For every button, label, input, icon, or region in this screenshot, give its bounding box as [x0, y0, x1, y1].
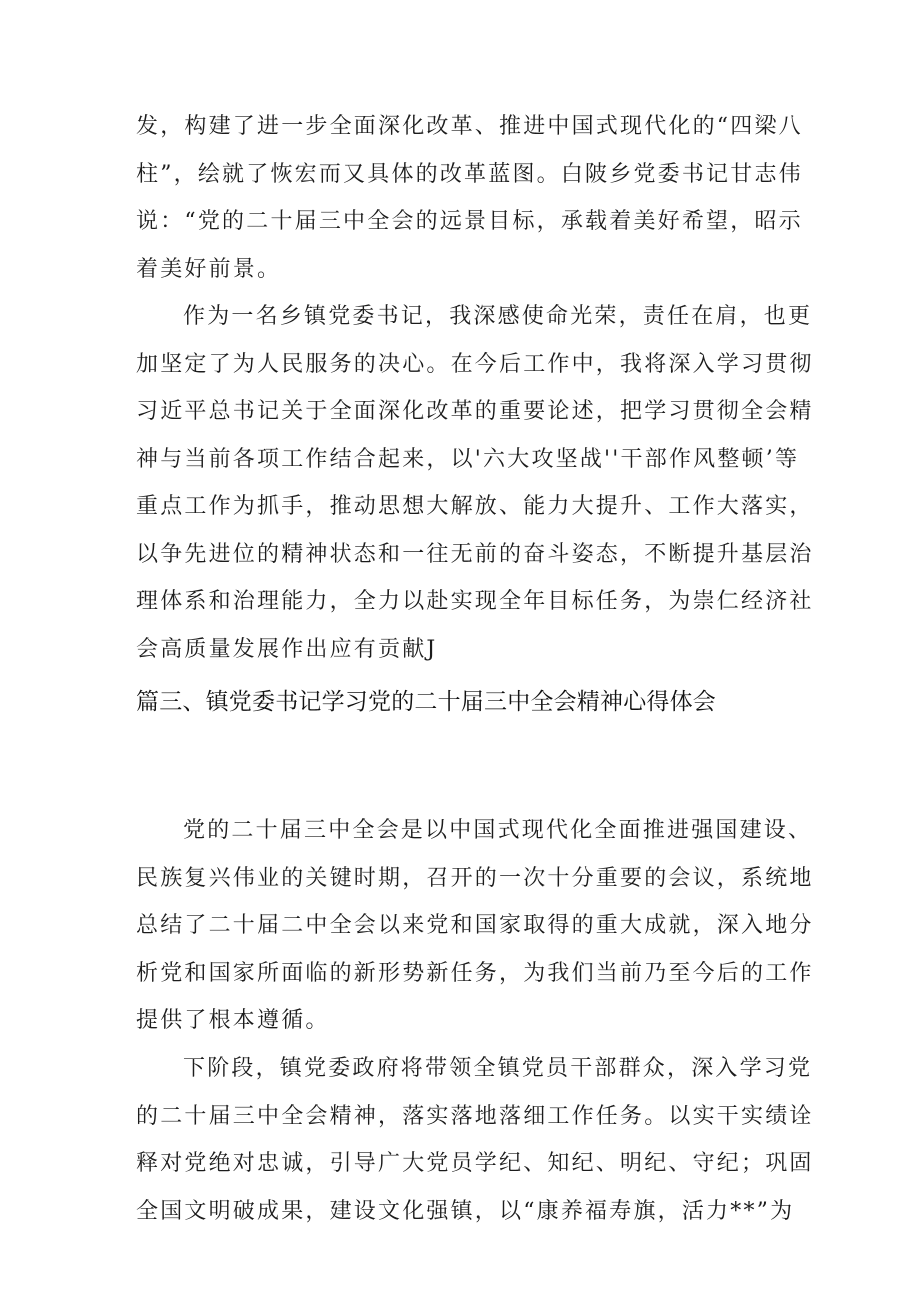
text-line: 释对党绝对忠诚，引导广大党员学纪、知纪、明纪、守纪；巩固	[136, 1151, 814, 1176]
text-line: 析党和国家所面临的新形势新任务，为我们当前乃至今后的工作	[136, 960, 814, 986]
paragraph-party-secretary-role	[136, 293, 814, 673]
text-line: 说：“党的二十届三中全会的远景目标，承载着美好希望，昭示	[136, 209, 803, 234]
text-line: 发，构建了进一步全面深化改革、推进中国式现代化的“四梁八	[136, 114, 803, 139]
text-line: 理体系和治理能力，全力以赴实现全年目标任务，为崇仁经济社	[136, 589, 814, 614]
paragraph-plenum-summary	[136, 807, 814, 1045]
text-line: 加坚定了为人民服务的决心。在今后工作中，我将深入学习贯彻	[136, 351, 814, 377]
text-line: 全国文明破成果，建设文化强镇，以“康养福寿旗，活力**”为	[136, 1198, 795, 1224]
text-line: 以争先进位的精神状态和一往无前的奋斗姿态，不断提升基层治	[136, 541, 814, 567]
text-line: 下阶段，镇党委政府将带领全镇党员干部群众，深入学习党	[183, 1056, 813, 1081]
text-line: 的二十届三中全会精神，落实落地落细工作任务。以实干实绩诠	[136, 1103, 814, 1129]
text-line: 着美好前景。	[136, 256, 282, 282]
text-line: 提供了根本遵循。	[136, 1008, 330, 1033]
text-line: 重点工作为抓手，推动思想大解放、能力大提升、工作大落实，	[136, 494, 814, 519]
text-line: 民族复兴伟业的关键时期，召开的一次十分重要的会议，系统地	[136, 865, 814, 891]
text-line: 党的二十届三中全会是以中国式现代化全面推进强国建设、	[183, 818, 813, 843]
paragraph-next-stage	[136, 1045, 814, 1235]
text-line: 神与当前各项工作结合起来，以'六大攻坚战''干部作风整顿’等	[136, 446, 800, 472]
text-line: 柱”，绘就了恢宏而又具体的改革蓝图。白陂乡党委书记甘志伟	[136, 161, 803, 187]
text-line: 习近平总书记关于全面深化改革的重要论述，把学习贯彻全会精	[136, 399, 814, 424]
section-heading: 篇三、镇党委书记学习党的二十届三中全会精神心得体会	[136, 689, 716, 715]
text-line: 总结了二十届二中全会以来党和国家取得的重大成就，深入地分	[136, 913, 814, 938]
text-line: 会高质量发展作出应有贡献J	[136, 636, 438, 662]
text-line: 作为一名乡镇党委书记，我深感使命光荣，责任在肩，也更	[183, 304, 813, 329]
paragraph-continued	[136, 103, 803, 293]
